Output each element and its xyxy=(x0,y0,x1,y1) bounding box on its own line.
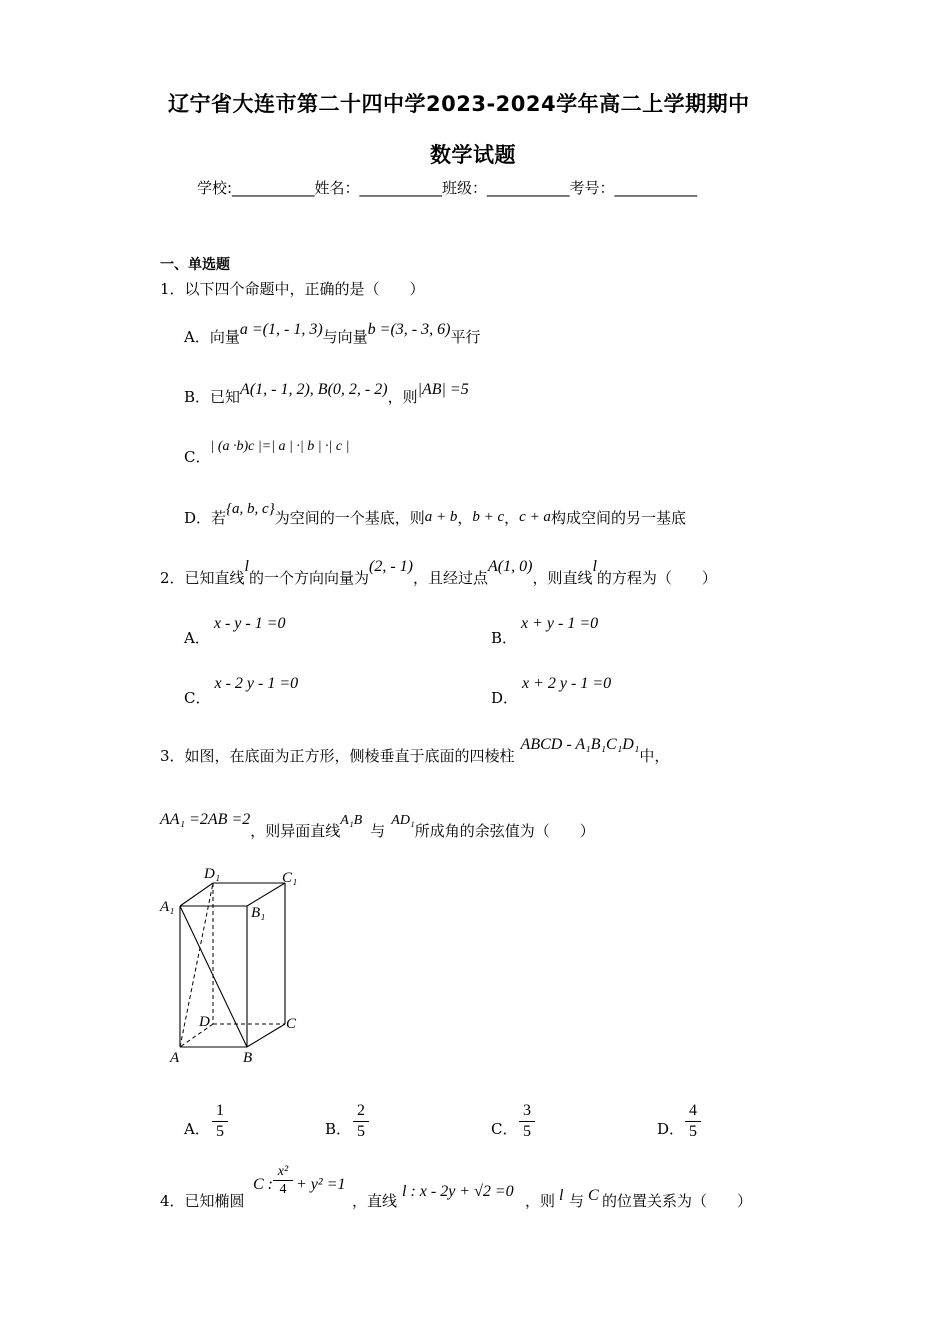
text: 所成角的余弦值为（ ） xyxy=(414,822,595,840)
q1-option-d xyxy=(184,497,686,527)
math-ad1: AD₁ xyxy=(391,813,415,828)
label-b1: B₁ xyxy=(251,905,266,921)
q3-option-a-fraction xyxy=(212,1102,228,1141)
question-4-text-1: 4．已知椭圆 xyxy=(160,1192,245,1210)
title-line-2: 数学试题 xyxy=(430,143,516,167)
text: ，则直线 xyxy=(532,569,593,587)
option-label: C． xyxy=(184,689,211,707)
denominator: 5 xyxy=(357,1123,365,1140)
q1-option-a xyxy=(184,318,481,346)
denominator: 5 xyxy=(216,1123,224,1140)
label-c: C xyxy=(286,1016,297,1032)
text: 构成空间的另一基底 xyxy=(550,509,686,527)
text: ， xyxy=(504,509,520,527)
q3-option-c-fraction xyxy=(519,1102,535,1141)
q2-option-d xyxy=(491,672,612,707)
text: 3．如图，在底面为正方形，侧棱垂直于底面的四棱柱 xyxy=(160,747,515,765)
math-vector-b: b =(3, - 3, 6) xyxy=(367,321,451,338)
q1-option-b xyxy=(184,378,469,406)
math-l: l xyxy=(592,558,597,575)
q3-option-d-fraction xyxy=(685,1102,701,1141)
numerator: x² xyxy=(277,1164,289,1179)
math-ab-length: |AB| =5 xyxy=(417,381,469,398)
edge xyxy=(180,883,213,906)
option-label: A． xyxy=(184,328,210,346)
numerator: 1 xyxy=(216,1102,224,1119)
q2-option-a xyxy=(184,612,286,647)
section-title: 一、单选题 xyxy=(160,257,230,273)
text: ，且经过点 xyxy=(413,569,489,587)
option-label: B． xyxy=(184,388,211,406)
math-c: C xyxy=(588,1187,599,1204)
numerator: 2 xyxy=(357,1102,365,1119)
text: 若 xyxy=(211,509,227,527)
math-ellipse-rest: + y² =1 xyxy=(296,1176,346,1193)
question-4-text-4: 与 xyxy=(569,1192,585,1210)
numerator: 3 xyxy=(523,1102,531,1119)
text: 的一个方向向量为 xyxy=(249,569,370,587)
question-3-stem-line-2 xyxy=(160,808,595,840)
math-basis: {a, b, c} xyxy=(226,501,275,517)
math-equation: x + 2 y - 1 =0 xyxy=(522,675,612,692)
text: 向量 xyxy=(209,328,240,346)
label-d1: D₁ xyxy=(204,866,221,882)
question-2-stem xyxy=(160,555,717,587)
label-a: A xyxy=(170,1050,180,1066)
math-a-plus-b: a + b xyxy=(424,509,458,525)
option-label: C． xyxy=(184,448,211,466)
text: 与向量 xyxy=(322,328,368,346)
math-direction-vector: (2, - 1) xyxy=(369,558,413,575)
q3-option-d-label: D． xyxy=(657,1120,685,1138)
text: ，则 xyxy=(387,388,418,406)
question-3-stem xyxy=(160,733,670,765)
math-l: l xyxy=(244,558,249,575)
math-vector-a: a =(1, - 1, 3) xyxy=(239,321,323,338)
q3-option-a-label: A． xyxy=(184,1120,210,1138)
edge xyxy=(247,1024,285,1047)
q2-option-c xyxy=(184,672,299,707)
edge xyxy=(247,883,285,906)
q3-option-c-label: C． xyxy=(491,1120,518,1138)
math-equation: x + y - 1 =0 xyxy=(521,615,599,632)
option-label: B． xyxy=(491,629,518,647)
text: 平行 xyxy=(450,328,481,346)
label-a1: A₁ xyxy=(160,899,175,915)
option-label: A． xyxy=(184,629,210,647)
math-a1b: A₁B xyxy=(340,813,363,828)
q2-option-b xyxy=(491,612,599,647)
math-line-l: l : x - 2y + √2 =0 xyxy=(402,1183,514,1200)
text: 为空间的一个基底，则 xyxy=(274,509,425,527)
math-equation: x - y - 1 =0 xyxy=(213,615,286,632)
math-lengths: AA₁ =2AB =2 xyxy=(160,811,251,828)
numerator: 4 xyxy=(689,1102,697,1119)
text: ，则异面直线 xyxy=(250,822,341,840)
option-label: D． xyxy=(184,509,212,527)
q3-option-b-label: B． xyxy=(325,1120,352,1138)
q1-option-c xyxy=(184,434,350,466)
math-points: A(1, - 1, 2), B(0, 2, - 2) xyxy=(240,381,388,398)
question-4-text-2: ，直线 xyxy=(352,1192,398,1210)
text: 与 xyxy=(370,822,386,840)
prism-figure xyxy=(155,858,355,1078)
option-label: D． xyxy=(491,689,519,707)
text: 2．已知直线 xyxy=(160,569,245,587)
denominator: 4 xyxy=(279,1182,287,1197)
label-c1: C₁ xyxy=(282,870,298,886)
math-equation: x - 2 y - 1 =0 xyxy=(214,675,299,692)
denominator: 5 xyxy=(523,1123,531,1140)
math-ellipse-fraction xyxy=(273,1164,293,1197)
text: 已知 xyxy=(210,388,241,406)
math-expression: | (a ·b)c |=| a | ·| b | ·| c | xyxy=(210,439,350,454)
math-l: l xyxy=(559,1187,564,1204)
title-line-1: 辽宁省大连市第二十四中学2023-2024学年高二上学期期中 xyxy=(168,92,750,116)
math-c-plus-a: c + a xyxy=(519,509,551,525)
info-line: 学校:___________姓名：___________班级：___________考号：___________ xyxy=(197,179,698,197)
question-4-text-5: 的位置关系为（ ） xyxy=(602,1192,753,1210)
math-point-a: A(1, 0) xyxy=(488,558,533,575)
question-1-stem: 1．以下四个命题中，正确的是（ ） xyxy=(160,280,425,298)
label-d: D xyxy=(199,1014,210,1030)
question-4-text-3: ，则 xyxy=(525,1192,556,1210)
text: 中， xyxy=(639,747,670,765)
label-b: B xyxy=(243,1050,253,1066)
math-ellipse-name: C : xyxy=(253,1176,273,1193)
denominator: 5 xyxy=(689,1123,697,1140)
math-prism: ABCD - A₁B₁C₁D₁ xyxy=(520,736,640,753)
text: 的方程为（ ） xyxy=(596,569,717,587)
text: ， xyxy=(457,509,473,527)
q3-option-b-fraction xyxy=(353,1102,369,1141)
math-b-plus-c: b + c xyxy=(472,509,505,525)
